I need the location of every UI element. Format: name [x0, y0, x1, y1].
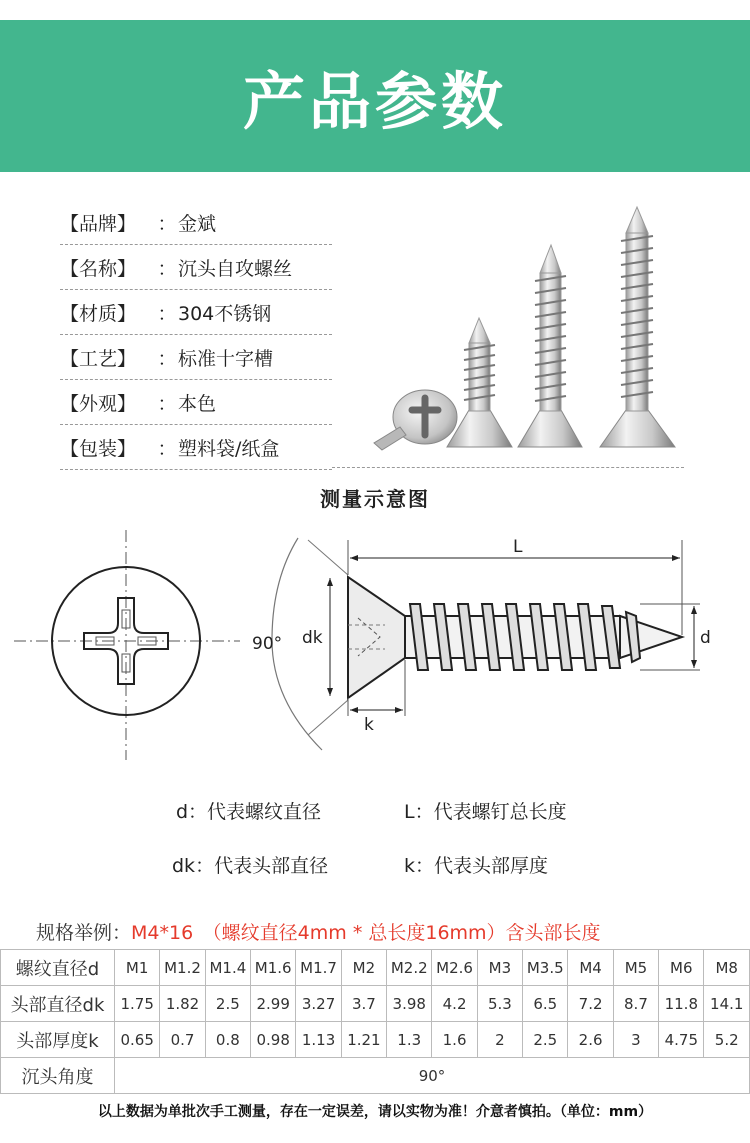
legend-L: L：代表螺钉总长度: [404, 801, 567, 823]
spec-example: [36, 918, 601, 945]
screw-product-image: [360, 195, 690, 465]
table-cell: 4.75: [659, 1022, 704, 1058]
spec-value: 塑料袋/纸盒: [178, 437, 280, 460]
table-row-head-thickness: [1, 1022, 750, 1058]
label-dk: dk: [302, 628, 323, 648]
table-cell: 2.99: [251, 986, 296, 1022]
page-title: 产品参数: [242, 64, 507, 138]
table-cell: M8: [704, 950, 750, 986]
spec-row-brand: [60, 200, 332, 245]
table-cell: 1.82: [160, 986, 205, 1022]
spec-colon: ：: [157, 437, 177, 460]
table-cell: 0.98: [251, 1022, 296, 1058]
table-cell: 5.3: [477, 986, 522, 1022]
table-cell: 1.13: [296, 1022, 341, 1058]
table-cell: 3.27: [296, 986, 341, 1022]
table-row-head: 沉头角度: [1, 1058, 115, 1094]
legend-k: k：代表头部厚度: [404, 855, 549, 877]
spec-key: 【包装】: [60, 437, 137, 460]
table-cell: 1.75: [115, 986, 160, 1022]
table-cell: M2.6: [432, 950, 477, 986]
table-row-head: 头部厚度k: [1, 1022, 115, 1058]
table-cell: 2.6: [568, 1022, 613, 1058]
table-cell: M1: [115, 950, 160, 986]
screw-medium: [518, 245, 582, 447]
table-cell: 2: [477, 1022, 522, 1058]
spec-colon: ：: [157, 392, 177, 415]
table-cell: 4.2: [432, 986, 477, 1022]
table-cell: 5.2: [704, 1022, 750, 1058]
spec-colon: ：: [157, 257, 177, 280]
legend-dk: dk：代表头部直径: [172, 855, 329, 877]
table-cell: M5: [613, 950, 658, 986]
spec-row-material: [60, 290, 332, 335]
table-cell: 0.8: [205, 1022, 250, 1058]
table-cell: M1.7: [296, 950, 341, 986]
table-cell: 8.7: [613, 986, 658, 1022]
spec-colon: ：: [157, 302, 177, 325]
spec-value: 金斌: [178, 212, 217, 235]
table-cell: 7.2: [568, 986, 613, 1022]
diagram-title: 测量示意图: [320, 487, 430, 511]
spec-key: 【材质】: [60, 302, 137, 325]
table-cell: M1.2: [160, 950, 205, 986]
table-row-head-diameter: [1, 986, 750, 1022]
table-cell: 14.1: [704, 986, 750, 1022]
spec-key: 【外观】: [60, 392, 137, 415]
table-cell: M4: [568, 950, 613, 986]
spec-row-appearance: [60, 380, 332, 425]
spec-colon: ：: [157, 212, 177, 235]
label-k: k: [364, 715, 374, 735]
example-text: M4*16 （螺纹直径4mm * 总长度16mm）含头部长度: [131, 922, 601, 944]
example-label: 规格举例：: [36, 922, 132, 944]
spec-value: 304不锈钢: [178, 302, 272, 325]
table-row-head: 螺纹直径d: [1, 950, 115, 986]
screw-long: [600, 207, 675, 447]
table-cell: 3.7: [341, 986, 386, 1022]
spec-row-name: [60, 245, 332, 290]
table-cell: 2.5: [205, 986, 250, 1022]
header-banner: [0, 20, 750, 172]
table-cell-angle: 90°: [115, 1058, 750, 1094]
table-row-thread-diameter: [1, 950, 750, 986]
table-cell: M3.5: [523, 950, 568, 986]
spec-value: 标准十字槽: [178, 347, 274, 370]
table-cell: 3: [613, 1022, 658, 1058]
spec-table: [0, 949, 750, 1094]
spec-key: 【名称】: [60, 257, 137, 280]
spec-colon: ：: [157, 347, 177, 370]
table-cell: M2.2: [387, 950, 432, 986]
table-cell: 0.65: [115, 1022, 160, 1058]
table-cell: 1.21: [341, 1022, 386, 1058]
table-cell: 2.5: [523, 1022, 568, 1058]
table-cell: 1.3: [387, 1022, 432, 1058]
label-angle: 90°: [252, 634, 283, 654]
screw-head-flat: [374, 390, 457, 450]
table-cell: 6.5: [523, 986, 568, 1022]
spec-list: [60, 200, 332, 470]
footnote: 以上数据为单批次手工测量，存在一定误差，请以实物为准！介意者慎拍。（单位：mm）: [97, 1104, 653, 1120]
table-cell: M6: [659, 950, 704, 986]
table-cell: M2: [341, 950, 386, 986]
legend-d: d：代表螺纹直径: [176, 801, 322, 823]
screw-short: [447, 318, 512, 447]
table-cell: 3.98: [387, 986, 432, 1022]
measurement-diagram: [0, 520, 750, 760]
spec-value: 本色: [178, 392, 217, 415]
divider: [332, 467, 684, 468]
spec-key: 【品牌】: [60, 212, 137, 235]
table-cell: 1.6: [432, 1022, 477, 1058]
table-cell: 11.8: [659, 986, 704, 1022]
label-L: L: [513, 537, 523, 557]
screw-head-top-view: [14, 530, 240, 760]
spec-row-process: [60, 335, 332, 380]
table-cell: M1.4: [205, 950, 250, 986]
spec-row-packaging: [60, 425, 332, 470]
table-row-head: 头部直径dk: [1, 986, 115, 1022]
label-d: d: [700, 628, 711, 648]
table-cell: 0.7: [160, 1022, 205, 1058]
screw-side-view: [272, 538, 700, 750]
spec-value: 沉头自攻螺丝: [178, 257, 293, 280]
table-cell: M1.6: [251, 950, 296, 986]
table-cell: M3: [477, 950, 522, 986]
spec-key: 【工艺】: [60, 347, 137, 370]
table-row-countersink-angle: [1, 1058, 750, 1094]
